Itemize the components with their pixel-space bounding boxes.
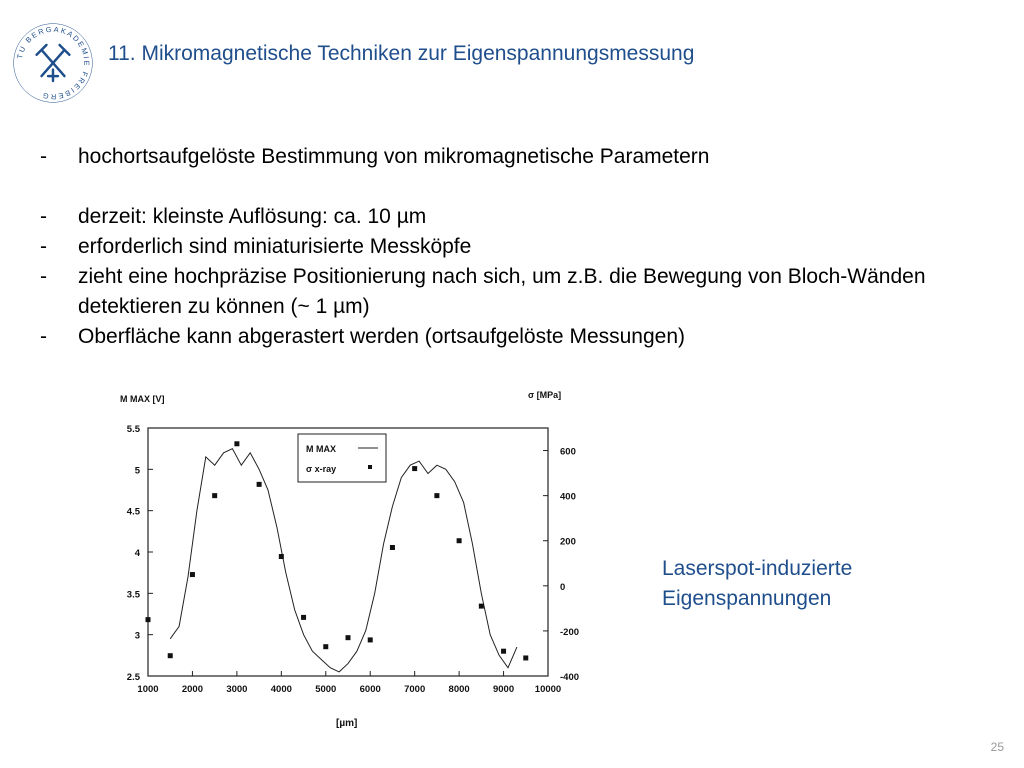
y-right-tick-label: 600	[560, 446, 576, 458]
y-left-tick-label: 3	[134, 630, 140, 642]
caption-line: Eigenspannungen	[662, 587, 832, 610]
sigma-data-point	[346, 635, 351, 640]
y-right-tick-label: -400	[560, 672, 580, 683]
y-right-tick-label: 400	[560, 491, 576, 503]
bullet-item	[40, 232, 1000, 262]
bullet-dash: -	[40, 145, 47, 168]
chart-legend	[298, 434, 386, 482]
legend-point-swatch	[368, 465, 372, 469]
sigma-data-point	[323, 644, 328, 649]
university-logo	[12, 22, 94, 104]
page-number: 25	[990, 740, 1004, 754]
bullet-dash: -	[40, 265, 47, 288]
bullet-text: hochortsaufgelöste Bestimmung von mikromagnetische Parametern	[78, 145, 710, 168]
figure-caption	[662, 554, 852, 614]
bullet-dash: -	[40, 205, 47, 228]
y-left-tick-label: 4.5	[126, 506, 140, 518]
y-left-axis-label: M MAX [V]	[120, 394, 165, 404]
bullet-dash: -	[40, 325, 47, 348]
y-right-tick-label: 0	[560, 581, 566, 593]
x-tick-label: 7000	[404, 684, 426, 695]
bullet-text: zieht eine hochpräzise Positionierung nach sich, um z.B. die Bewegung von Bloch-Wänden detektieren zu können (~ 1 µm)	[78, 265, 926, 318]
bullet-item	[40, 262, 1000, 322]
x-tick-label: 1000	[137, 684, 159, 695]
y-left-tick-label: 5.5	[126, 424, 140, 435]
y-right-axis-label: σ [MPa]	[528, 390, 562, 400]
sigma-data-point	[457, 538, 462, 543]
x-tick-label: 4000	[270, 684, 292, 695]
sigma-data-point	[279, 554, 284, 559]
bullet-text: erforderlich sind miniaturisierte Messköpfe	[78, 235, 472, 258]
sigma-data-point	[479, 604, 484, 609]
y-left-tick-label: 4	[134, 548, 140, 559]
y-right-tick-label: 200	[560, 536, 576, 548]
x-axis-label: [µm]	[336, 718, 358, 729]
slide-title: 11. Mikromagnetische Techniken zur Eigenspannungsmessung	[108, 42, 695, 65]
sigma-data-point	[390, 545, 395, 550]
bullet-text: derzeit: kleinste Auflösung: ca. 10 µm	[78, 205, 427, 228]
sigma-data-point	[234, 441, 239, 446]
bullet-list	[40, 142, 1000, 352]
sigma-data-point	[434, 493, 439, 498]
y-left-tick-label: 3.5	[126, 589, 140, 601]
x-tick-label: 2000	[181, 684, 204, 695]
x-tick-label: 9000	[492, 684, 515, 695]
bullet-dash: -	[40, 235, 47, 258]
sigma-data-point	[368, 637, 373, 642]
x-tick-label: 10000	[534, 684, 562, 695]
sigma-data-point	[190, 572, 195, 577]
x-tick-label: 5000	[315, 684, 337, 695]
sigma-data-point	[168, 653, 173, 658]
x-tick-label: 8000	[448, 684, 470, 695]
sigma-data-point	[212, 493, 217, 498]
stress-profile-chart	[108, 378, 608, 730]
x-tick-label: 3000	[226, 684, 248, 695]
logo-ring-text: TU BERGAKADEMIE FREIBERG	[15, 24, 92, 102]
y-left-tick-label: 5	[134, 465, 140, 477]
legend-entry-mmax: M MAX	[306, 444, 336, 454]
caption-line: Laserspot-induzierte	[662, 557, 853, 580]
x-tick-label: 6000	[359, 684, 381, 695]
sigma-data-point	[523, 655, 528, 660]
sigma-data-point	[146, 617, 151, 622]
bullet-text: Oberfläche kann abgerastert werden (ortsaufgelöste Messungen)	[78, 325, 686, 348]
sigma-data-point	[412, 466, 417, 471]
bullet-item	[40, 322, 1000, 352]
y-left-tick-label: 2.5	[126, 672, 140, 683]
tu-bergakademie-freiberg-seal-icon	[14, 24, 93, 103]
y-right-tick-label: -200	[560, 626, 580, 638]
legend-entry-sigma: σ x-ray	[306, 464, 337, 474]
bullet-item	[40, 202, 1000, 232]
sigma-data-point	[257, 482, 262, 487]
sigma-data-point	[301, 615, 306, 620]
sigma-data-point	[501, 649, 506, 654]
bullet-item	[40, 142, 1000, 172]
